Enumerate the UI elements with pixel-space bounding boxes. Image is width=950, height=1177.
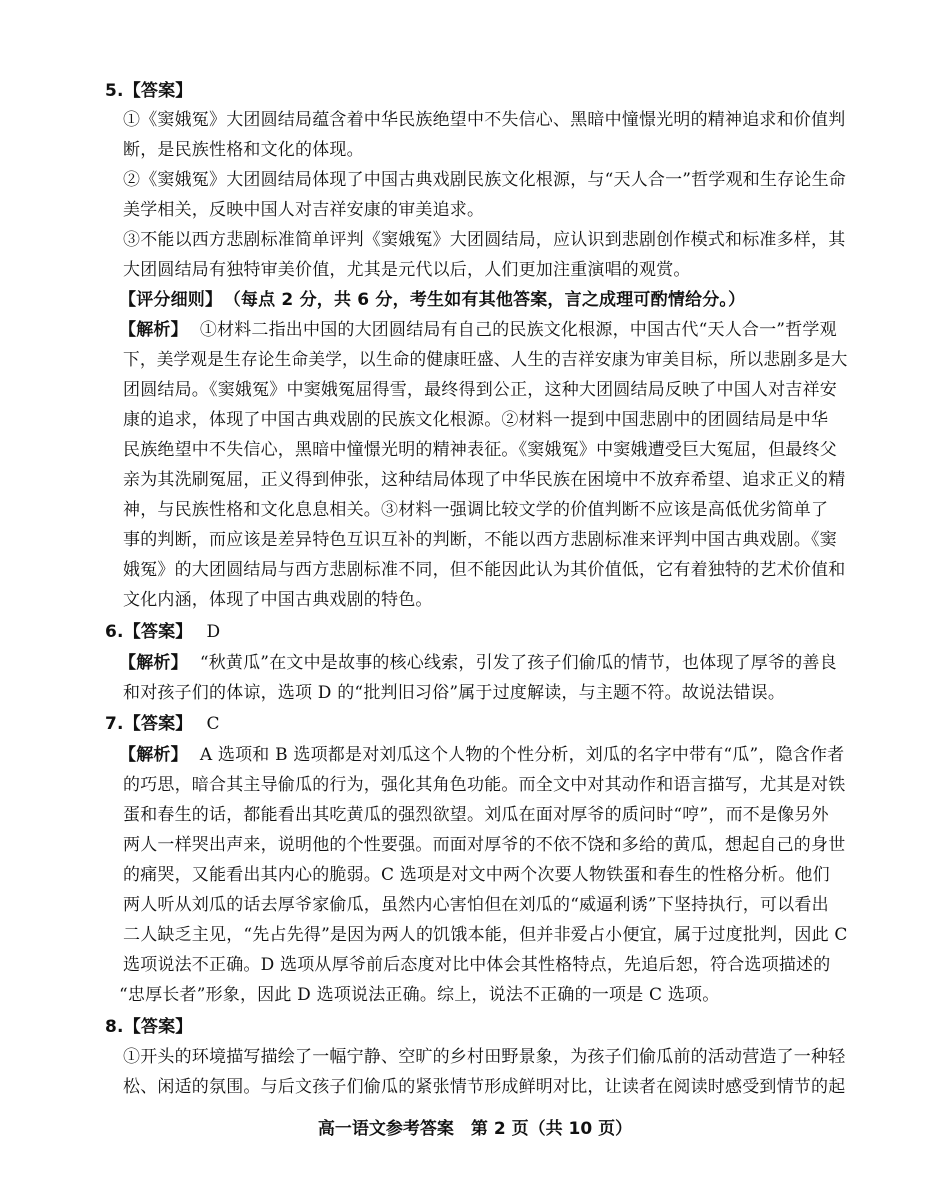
q7-analysis-line2: 的巧思，暗合其主导偷瓜的行为，强化其角色功能。而全文中对其动作和语言描写，尤其是对铁 [123,775,846,795]
q7-analysis-line4: 两人一样哭出声来，说明他的个性要强。而面对厚爷的不依不饶和多给的黄瓜，想起自己的身世 [123,835,846,855]
q7-answer: C [206,714,220,734]
q5-header [105,80,193,102]
q5-analysis-line9: 娥冤》的大团圆结局与西方悲剧标准不同，但不能因此认为其价值低，它有着独特的艺术价值和 [123,560,846,580]
q7-analysis-line1: 【解析】 A 选项和 B 选项都是对刘瓜这个人物的个性分析，刘瓜的名字中带有“瓜”，隐含作者 [119,745,845,765]
q5-analysis-tag: 【解析】 [119,320,188,340]
q6-analysis-line2: 和对孩子们的体谅，选项 D 的“批判旧习俗”属于过度解读，与主题不符。故说法错误。 [123,683,786,703]
q6-answer: D [206,622,221,642]
q7-header [105,713,220,735]
q6-analysis-line1: 【解析】 “秋黄瓜”在文中是故事的核心线索，引发了孩子们偷瓜的情节，也体现了厚爷的善良 [119,653,837,673]
q5-point3-line2: 大团圆结局有独特审美价值，尤其是元代以后，人们更加注重演唱的观赏。 [123,260,691,280]
q5-point1-line1: ①《窦娥冤》大团圆结局蕴含着中华民族绝望中不失信心、黑暗中憧憬光明的精神追求和价值判 [123,110,846,130]
q7-number: 7. [105,714,124,734]
q7-analysis-line3: 蛋和春生的话，都能看出其吃黄瓜的强烈欲望。刘瓜在面对厚爷的质问时“哼”，而不是像另外 [123,805,829,825]
q5-point1-line2: 断，是民族性格和文化的体现。 [123,140,364,160]
q7-analysis-line8: 选项说法不正确。D 选项从厚爷前后态度对比中体会其性格特点，先追后恕，符合选项描述的 [123,955,831,975]
q7-analysis-tag: 【解析】 [119,745,188,765]
q7-analysis-line5: 的痛哭，又能看出其内心的脆弱。C 选项是对文中两个次要人物铁蛋和春生的性格分析。他们 [123,865,830,885]
q5-analysis-line8: 事的判断，而应该是差异特色互识互补的判断，不能以西方悲剧标准来评判中国古典戏剧。《窦 [123,530,837,550]
q5-point2-line2: 美学相关，反映中国人对吉祥安康的审美追求。 [123,200,485,220]
page-footer: 高一语文参考答案 第 2 页（共 10 页） [317,1119,633,1139]
q5-number: 5. [105,81,124,101]
q7-analysis-line7: 二人缺乏主见，“先占先得”是因为两人的饥饿本能，但并非爱占小便宜，属于过度批判，因此 C [123,925,848,945]
q5-rubric-tag: 【评分细则】 [119,290,223,310]
q7-analysis-line9: “忠厚长者”形象，因此 D 选项说法正确。综上，说法不正确的一项是 C 选项。 [119,985,720,1005]
q8-number: 8. [105,1017,124,1037]
q5-answer-tag: 【答案】 [123,81,193,101]
q6-header [105,621,220,643]
q5-point3-line1: ③不能以西方悲剧标准简单评判《窦娥冤》大团圆结局，应认识到悲剧创作模式和标准多样，其 [123,230,846,250]
q5-analysis-line3: 团圆结局。《窦娥冤》中窦娥冤屈得雪，最终得到公正，这种大团圆结局反映了中国人对吉祥安 [123,380,837,400]
q5-analysis-line6: 亲为其洗刷冤屈，正义得到伸张，这种结局体现了中华民族在困境中不放弃希望、追求正义的精 [123,470,846,490]
q8-header [105,1016,193,1038]
q6-answer-tag: 【答案】 [123,622,193,642]
q7-analysis-line6: 两人听从刘瓜的话去厚爷家偷瓜，虽然内心害怕但在刘瓜的“威逼利诱”下坚持执行，可以看出 [123,895,829,915]
q5-analysis-line1: 【解析】 ①材料二指出中国的大团圆结局有自己的民族文化根源，中国古代“天人合一”哲学观 [119,320,837,340]
q5-rubric-text: （每点 2 分，共 6 分，考生如有其他答案，言之成理可酌情给分。） [232,290,746,310]
q5-rubric [119,289,745,311]
q7-answer-tag: 【答案】 [123,714,193,734]
q5-analysis-line7: 神，与民族性格和文化息息相关。③材料一强调比较文学的价值判断不应该是高低优劣简单了 [123,500,829,520]
q8-point1-line1: ①开头的环境描写描绘了一幅宁静、空旷的乡村田野景象，为孩子们偷瓜前的活动营造了一种轻 [123,1047,846,1067]
q5-analysis-line5: 民族绝望中不失信心，黑暗中憧憬光明的精神表征。《窦娥冤》中窦娥遭受巨大冤屈，但最终父 [123,440,837,460]
q5-analysis-line10: 文化内涵，体现了中国古典戏剧的特色。 [123,590,433,610]
q6-number: 6. [105,622,124,642]
q5-point2-line1: ②《窦娥冤》大团圆结局体现了中国古典戏剧民族文化根源，与“天人合一”哲学观和生存论生命 [123,170,846,190]
q5-analysis-line2: 下，美学观是生存论生命美学，以生命的健康旺盛、人生的吉祥安康为审美目标，所以悲剧多是大 [123,350,848,370]
q6-analysis-tag: 【解析】 [119,653,188,673]
q5-analysis-line4: 康的追求，体现了中国古典戏剧的民族文化根源。②材料一提到中国悲剧中的团圆结局是中华 [123,410,829,430]
q8-point1-line2: 松、闲适的氛围。与后文孩子们偷瓜的紧张情节形成鲜明对比，让读者在阅读时感受到情节的起 [123,1077,846,1097]
q8-answer-tag: 【答案】 [123,1017,193,1037]
